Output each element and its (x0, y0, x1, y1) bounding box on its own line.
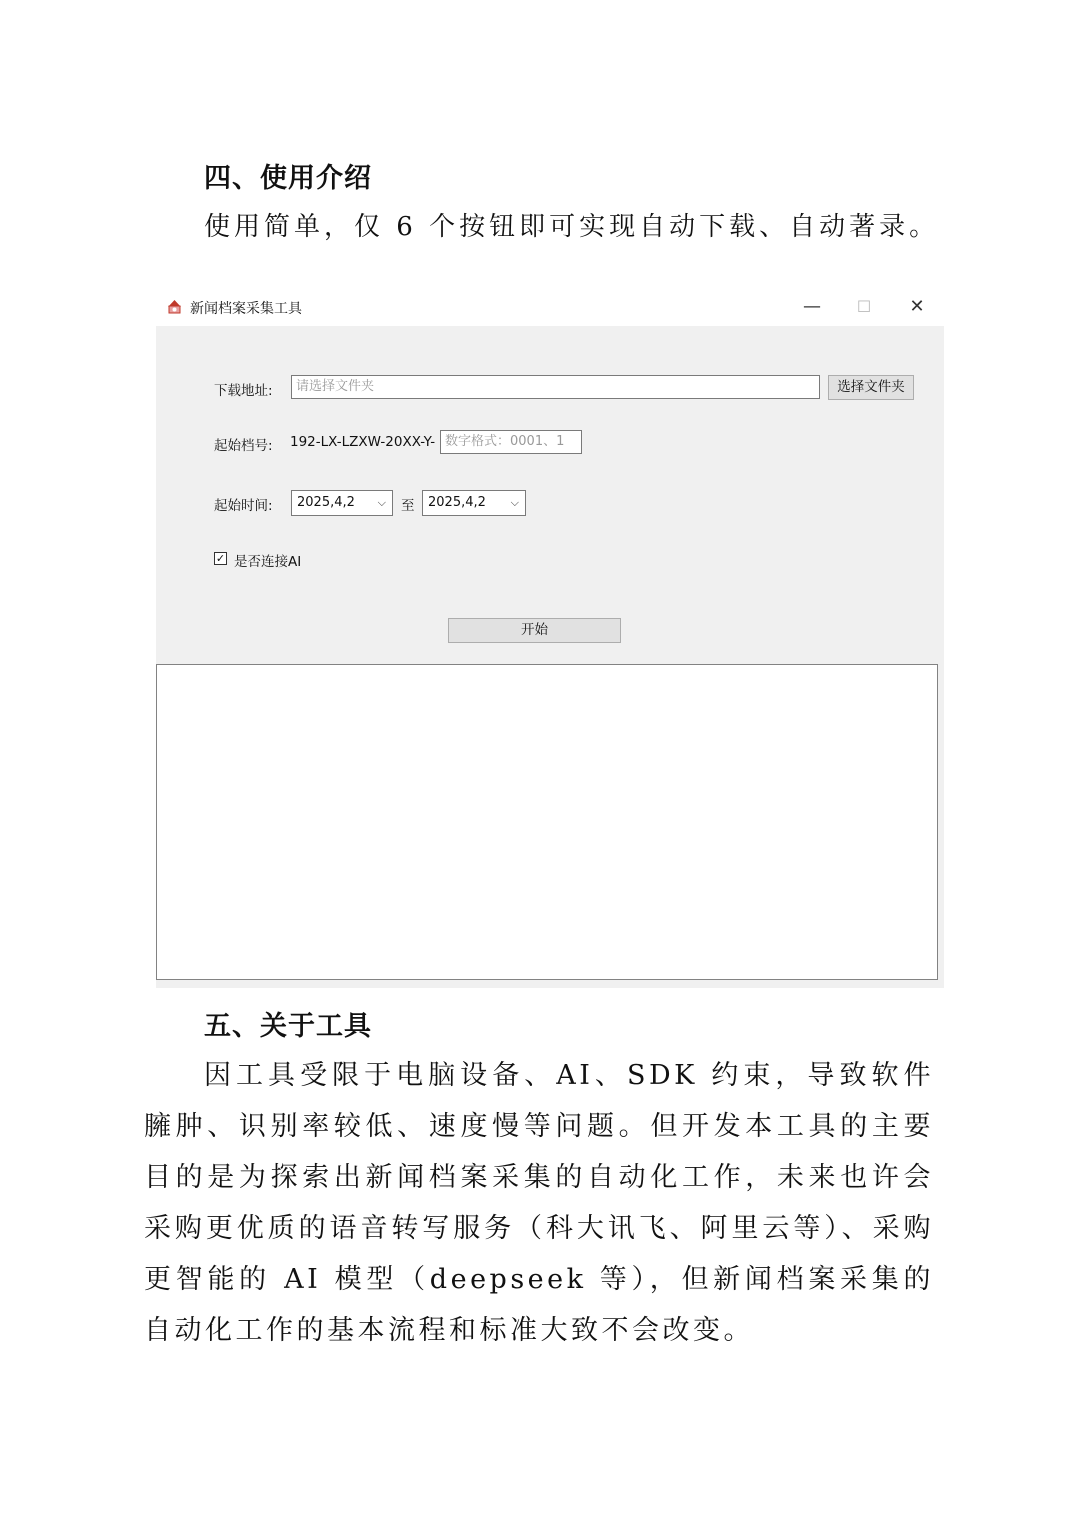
date-to-select[interactable] (422, 490, 526, 516)
start-number-label: 起始档号: (214, 438, 273, 454)
to-label: 至 (401, 498, 415, 514)
app-logo-icon (166, 298, 183, 315)
download-address-label: 下载地址: (214, 383, 273, 399)
connect-ai-checkbox[interactable]: ✓ (215, 552, 226, 565)
minimize-button[interactable]: — (803, 296, 821, 317)
choose-folder-button[interactable]: 选择文件夹 (828, 375, 914, 400)
archive-number-field[interactable]: 数字格式：0001、1 (440, 430, 582, 454)
title-bar (156, 288, 944, 326)
window-title: 新闻档案采集工具 (190, 301, 302, 317)
connect-ai-label: 是否连接AI (234, 554, 302, 570)
section-5-paragraph: 因工具受限于电脑设备、AI、SDK 约束，导致软件臃肿、识别率较低、速度慢等问题。但开发本工具的主要目的是为探索出新闻档案采集的自动化工作，未来也许会采购更优质的语音转写服务（科大讯飞、阿里云等）、采购更智能的 AI 模型（deepseek 等），但新闻档案采集的自动化工作的基本流程和标准大致不会改变。 (144, 1060, 934, 1346)
close-button[interactable]: ✕ (909, 296, 925, 317)
section-4-paragraph: 使用简单，仅 6 个按钮即可实现自动下载、自动著录。 (204, 212, 940, 242)
archive-number-prefix: 192-LX-LZXW-20XX-Y- (290, 434, 436, 450)
download-address-field[interactable]: 请选择文件夹 (291, 375, 820, 399)
chevron-down-icon: ⌵ (377, 496, 386, 509)
log-output-area[interactable] (156, 664, 938, 980)
start-button[interactable]: 开始 (448, 618, 621, 643)
maximize-button[interactable]: ☐ (856, 297, 872, 316)
app-window (156, 288, 944, 988)
date-from-select[interactable] (291, 490, 393, 516)
section-4-heading: 四、使用介绍 (204, 163, 372, 194)
date-from-value: 2025,4,2 (297, 495, 355, 510)
date-to-value: 2025,4,2 (428, 495, 486, 510)
start-time-label: 起始时间: (214, 498, 273, 514)
section-5-heading: 五、关于工具 (204, 1011, 372, 1042)
window-client-area (156, 326, 944, 988)
chevron-down-icon: ⌵ (510, 496, 519, 509)
